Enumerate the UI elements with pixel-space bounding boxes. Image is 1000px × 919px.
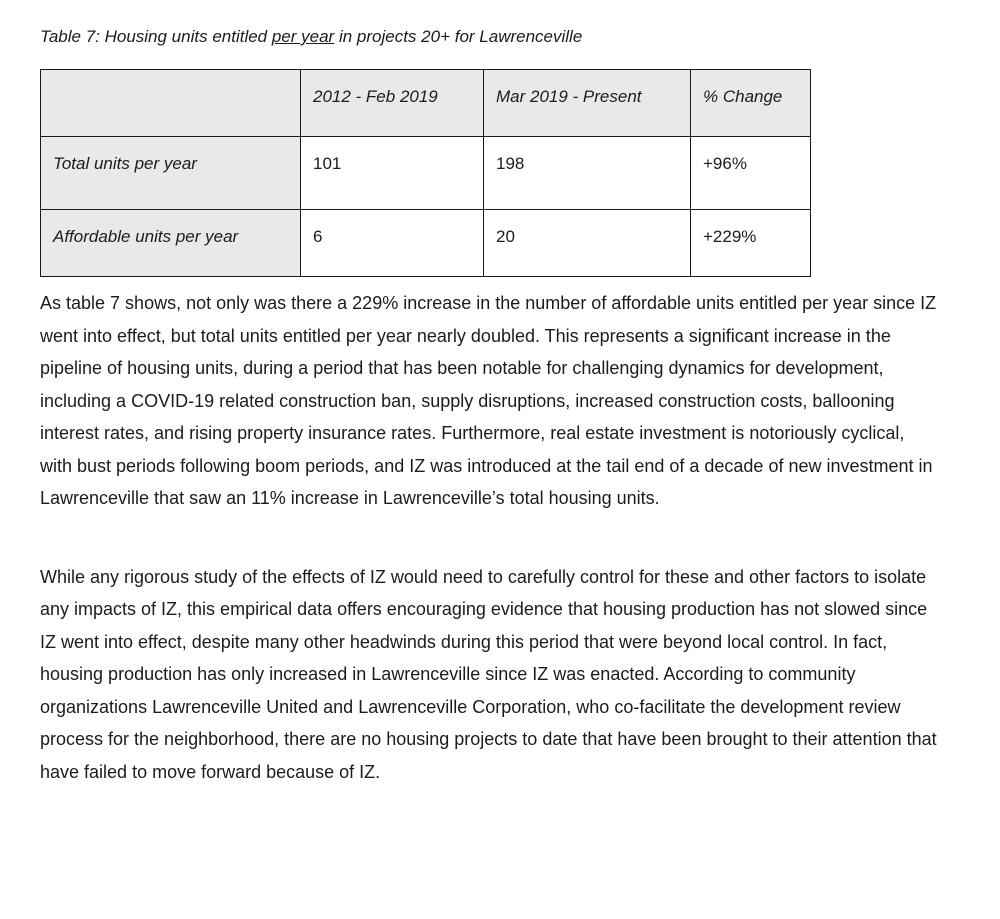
cell-total-units-period1: 101	[301, 137, 484, 210]
cell-affordable-units-period2: 20	[484, 210, 691, 277]
cell-total-units-period2: 198	[484, 137, 691, 210]
caption-prefix: Table 7: Housing units entitled	[40, 27, 272, 46]
header-period-mar2019-present: Mar 2019 - Present	[484, 70, 691, 137]
header-percent-change: % Change	[691, 70, 811, 137]
table-row-affordable-units	[41, 210, 811, 277]
table-caption	[40, 26, 938, 48]
cell-affordable-units-period1: 6	[301, 210, 484, 277]
cell-total-units-change: +96%	[691, 137, 811, 210]
paragraph-iz-impact: As table 7 shows, not only was there a 229% increase in the number of affordable units entitled per year since IZ went into effect, but total units entitled per year nearly doubled. This represents a significant increase in the pipeline of housing units, during a period that has been notable for challenging dynamics for development, including a COVID-19 related construction ban, supply disruptions, increased construction costs, ballooning interest rates, and rising property insurance rates. Furthermore, real estate investment is notoriously cyclical, with bust periods following boom periods, and IZ was introduced at the tail end of a decade of new investment in Lawrenceville that saw an 11% increase in Lawrenceville’s total housing units.	[40, 293, 937, 508]
row-label-affordable-units: Affordable units per year	[41, 210, 301, 277]
cell-affordable-units-change: +229%	[691, 210, 811, 277]
housing-units-table	[40, 69, 811, 277]
row-label-total-units: Total units per year	[41, 137, 301, 210]
paragraph-iz-evidence: While any rigorous study of the effects of IZ would need to carefully control for these and other factors to isolate any impacts of IZ, this empirical data offers encouraging evidence that housing production has not slowed since IZ went into effect, despite many other headwinds during this period that were beyond local control. In fact, housing production has only increased in Lawrenceville since IZ was enacted. According to community organizations Lawrenceville United and Lawrenceville Corporation, who co-facilitate the development review process for the neighborhood, there are no housing projects to date that have been brought to their attention that have failed to move forward because of IZ.	[40, 566, 937, 782]
table-row-total-units	[41, 137, 811, 210]
caption-underlined-phrase: per year	[271, 27, 335, 46]
caption-suffix: in projects 20+ for Lawrenceville	[334, 27, 583, 46]
table-header-row	[41, 70, 811, 137]
header-period-2012-feb2019: 2012 - Feb 2019	[301, 70, 484, 137]
header-empty-cell	[41, 70, 301, 137]
